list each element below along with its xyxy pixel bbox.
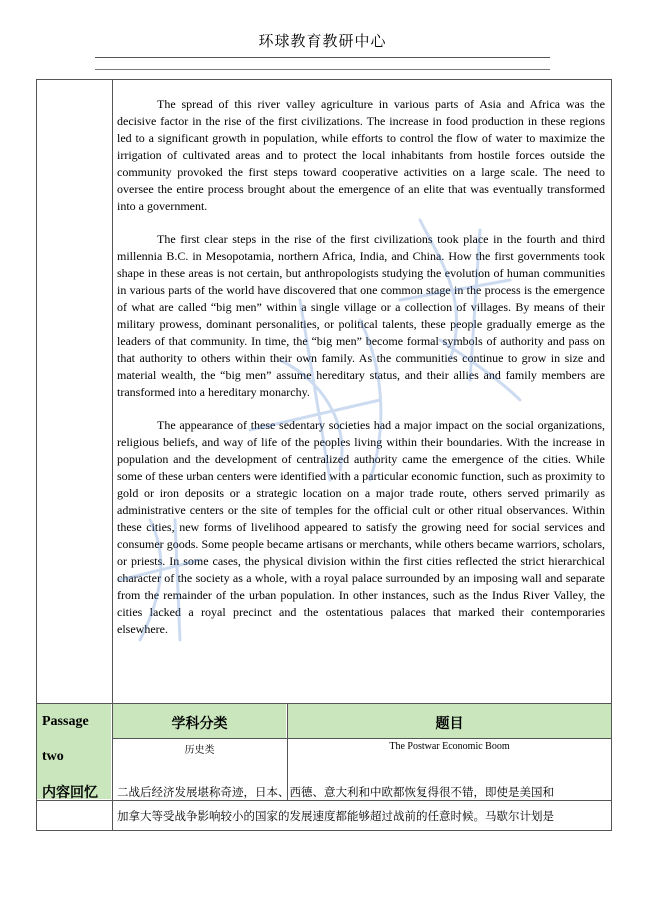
category-header: 学科分类	[171, 716, 228, 732]
passage-paragraph: The spread of this river valley agriculture in various parts of Asia and Africa was the decisive factor in the rise of the first civilizations. The increase in food production in these regions led to a significant growth in population, while efforts to control the flow of water to maximize the irrigation of cultivated areas and to protect the local inhabitants from hostile forces outside the community provoked the first steps toward cooperative activities on a large scale. The need to oversee the entire process brought about the emergence of an elite that was eventually transformed into a government.	[117, 97, 605, 213]
recall-line: 加拿大等受战争影响较小的国家的发展速度都能够超过战前的任意时候。马歇尔计划是	[117, 809, 554, 823]
header-rule-thin	[95, 69, 550, 70]
table-row-divider	[112, 738, 612, 739]
passage-label-line1: Passage	[42, 714, 89, 729]
title-value: The Postwar Economic Boom	[389, 741, 510, 752]
passage-paragraph: The appearance of these sedentary societies had a major impact on the social organizations, religious beliefs, and way of life of the peoples living within their boundaries. With the increase in population and the development of centralized authority came the emergence of the cities. While some of these urban centers were identified with a particular economic function, such as proximity to gold or iron deposits or a strategic location on a major trade route, others served primarily as administrative centers or the site of temples for the official cult or other ritual observances. Within these cities, new forms of livelihood appeared to satisfy the growing need for social services and consumer goods. Some people became artisans or merchants, while others became warriors, scholars, or priests. In some cases, the physical division within the first cities reflected the strict hierarchical character of the society as a whole, with a royal palace surrounded by an imposing wall and separate from the remainder of the urban population. In other instances, such as the Indus River Valley, the cities lacked a royal precinct and the ostentatious palaces that marked their contemporaries elsewhere.	[117, 418, 605, 636]
recall-line: 二战后经济发展堪称奇迹，日本、西德、意大利和中欧都恢复得很不错，即使是美国和	[117, 785, 554, 799]
passage-body	[117, 96, 605, 654]
header-title: 环球教育教研中心	[258, 32, 387, 50]
recall-label: 内容回忆	[42, 785, 98, 801]
recall-text	[117, 780, 607, 828]
title-header: 题目	[435, 716, 464, 732]
category-value: 历史类	[184, 745, 215, 756]
passage-label-line2: two	[42, 749, 64, 764]
passage-paragraph: The first clear steps in the rise of the first civilizations took place in the fourth and third millennia B.C. in Mesopotamia, northern Africa, India, and China. How the first governments took shape in these areas is not certain, but anthropologists studying the evolution of human communities in various parts of the world have discovered that one common stage in the process is the emergence of what are called “big men” within a single village or a collection of villages. By means of their military prowess, dominant personalities, or political talents, these people gradually emerge as the leaders of that community. In time, the “big men” become formal symbols of authority and pass on that authority to others within their own family. As the communities continue to grow in size and material wealth, the “big men” assume hereditary status, and their allies and family members are transformed into a hereditary monarchy.	[117, 232, 605, 399]
header-rule-thick	[95, 57, 550, 58]
